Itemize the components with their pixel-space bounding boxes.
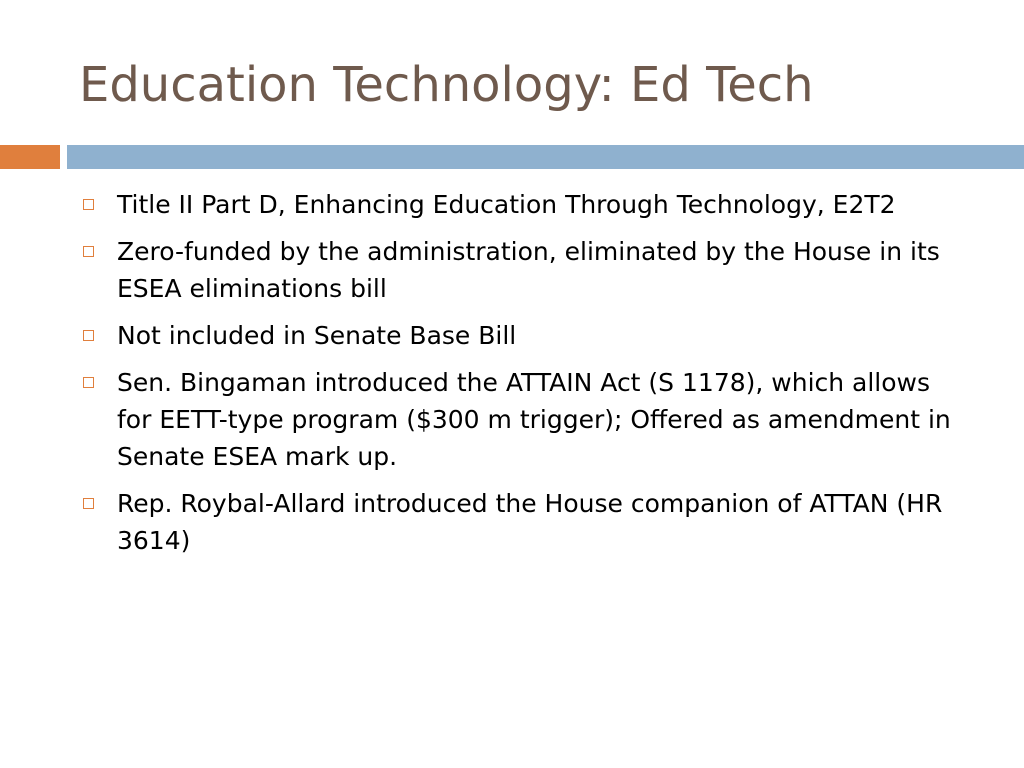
bullet-item	[80, 364, 980, 475]
square-bullet-icon	[83, 199, 94, 210]
bullet-text: Title II Part D, Enhancing Education Through Technology, E2T2	[117, 190, 896, 219]
bullet-text: Sen. Bingaman introduced the ATTAIN Act (S 1178), which allows for EETT-type program ($300 m trigger); Offered as amendment in Senate ESEA mark up.	[117, 368, 951, 471]
bullet-list	[80, 186, 980, 569]
accent-bar-blue	[67, 145, 1024, 169]
slide-title: Education Technology: Ed Tech	[79, 57, 814, 113]
bullet-text: Not included in Senate Base Bill	[117, 321, 517, 350]
square-bullet-icon	[83, 377, 94, 388]
bullet-item	[80, 233, 980, 307]
bullet-item	[80, 186, 980, 223]
accent-bar-orange	[0, 145, 60, 169]
square-bullet-icon	[83, 246, 94, 257]
square-bullet-icon	[83, 330, 94, 341]
bullet-item	[80, 317, 980, 354]
bullet-item	[80, 485, 980, 559]
bullet-text: Rep. Roybal-Allard introduced the House companion of ATTAN (HR 3614)	[117, 489, 943, 555]
square-bullet-icon	[83, 498, 94, 509]
bullet-text: Zero-funded by the administration, eliminated by the House in its ESEA eliminations bill	[117, 237, 940, 303]
